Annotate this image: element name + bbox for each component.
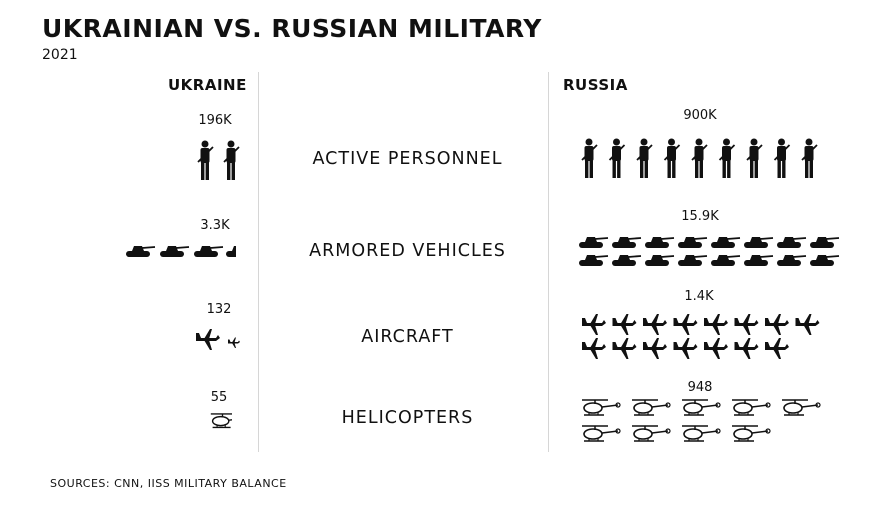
russia-jet-icon [613,314,637,335]
russia-jet-icon [735,314,759,335]
russia-helicopter-icon [732,426,770,441]
russia-soldier-icon [720,139,735,179]
russia-soldier-icon [747,139,762,179]
russia-jet-icon [582,314,606,335]
chart-title: UKRAINIAN VS. RUSSIAN MILITARY [42,14,542,43]
russia-jet-icon [704,314,728,335]
russia-tank-icon [810,237,839,248]
ukraine-soldier-icon [224,141,239,181]
ukraine-tank-partial-icon [226,246,255,257]
russia-vehicles-value: 15.9K [681,209,719,224]
russia-jet-icon [643,338,667,359]
category-helicopters: HELICOPTERS [341,408,474,428]
russia-helicopter-icon [682,426,720,441]
russia-personnel-value: 900K [683,108,717,123]
russia-tank-icon [777,237,806,248]
ukraine-header: UKRAINE [168,76,247,94]
russia-header: RUSSIA [563,76,628,94]
ukraine-tank-icon [194,246,223,257]
ukraine-helicopter-icon [211,414,245,428]
russia-tank-icon [579,237,608,248]
russia-tank-icon [711,237,740,248]
russia-tank-icon [612,255,641,266]
russia-jet-icon [796,314,820,335]
russia-soldier-icon [775,139,790,179]
russia-jet-icon [613,338,637,359]
ukraine-personnel-value: 196K [198,113,232,128]
russia-jet-icon [582,338,606,359]
russia-soldier-icon [692,139,707,179]
russia-helicopter-icon [682,400,720,415]
ukraine-tank-icon [126,246,155,257]
russia-helicopter-icon [632,426,670,441]
russia-soldier-icon [582,139,597,179]
russia-helicopter-icon [732,400,770,415]
category-active-personnel: ACTIVE PERSONNEL [312,149,503,169]
russia-tank-icon [711,255,740,266]
russia-tank-icon [810,255,839,266]
russia-tank-icon [777,255,806,266]
russia-helicopters-value: 948 [687,380,713,395]
russia-soldier-icon [665,139,680,179]
russia-tank-icon [678,255,707,266]
ukraine-helicopters-value: 55 [210,390,228,405]
russia-helicopter-icon [582,426,620,441]
chart-subtitle: 2021 [42,47,78,63]
ukraine-jet-partial-icon [228,338,240,349]
russia-jet-icon [674,314,698,335]
ukraine-tank-icon [160,246,189,257]
russia-helicopter-icon [632,400,670,415]
russia-soldier-icon [802,139,817,179]
russia-jet-icon [765,338,789,359]
russia-tank-icon [645,255,674,266]
russia-jet-icon [704,338,728,359]
russia-jet-icon [674,338,698,359]
category-aircraft: AIRCRAFT [361,327,454,347]
russia-tank-icon [744,255,773,266]
ukraine-soldier-icon [198,141,213,181]
ukraine-aircraft-value: 132 [206,302,232,317]
russia-aircraft-value: 1.4K [684,289,714,304]
russia-tank-icon [612,237,641,248]
source-note: SOURCES: CNN, IISS MILITARY BALANCE [50,477,287,490]
russia-soldier-icon [637,139,652,179]
russia-helicopter-icon [582,400,620,415]
russia-jet-icon [643,314,667,335]
russia-soldier-icon [610,139,625,179]
russia-jet-icon [765,314,789,335]
russia-tank-icon [678,237,707,248]
russia-tank-icon [645,237,674,248]
russia-tank-icon [744,237,773,248]
ukraine-vehicles-value: 3.3K [200,218,230,233]
russia-helicopter-icon [782,400,820,415]
ukraine-jet-icon [196,329,220,350]
category-armored-vehicles: ARMORED VEHICLES [309,241,506,261]
russia-tank-icon [579,255,608,266]
russia-jet-icon [735,338,759,359]
